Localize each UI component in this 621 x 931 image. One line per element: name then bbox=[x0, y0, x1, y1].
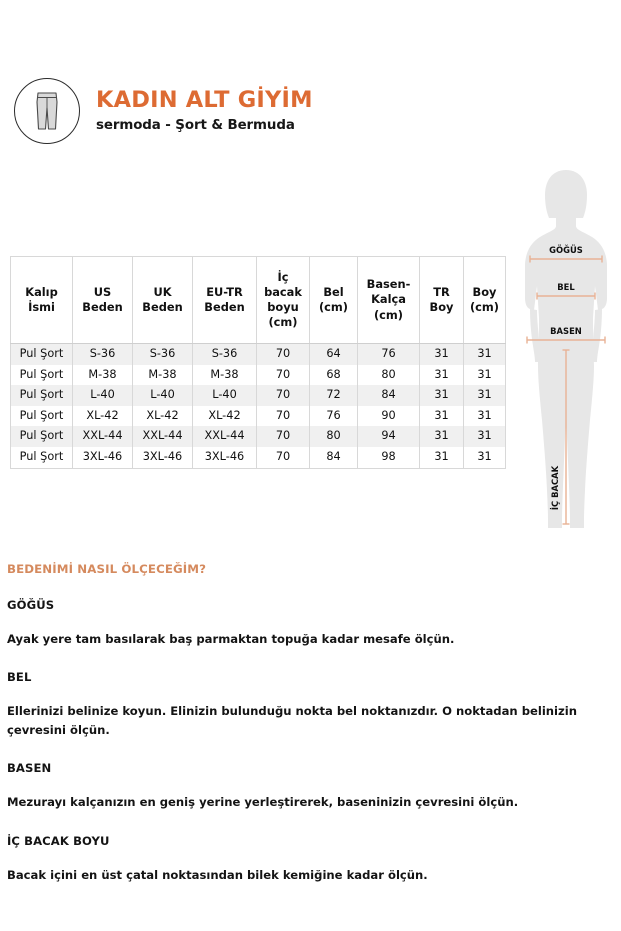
table-row bbox=[11, 344, 506, 365]
cell-4: 70 bbox=[257, 447, 310, 468]
table-header-row bbox=[11, 257, 506, 344]
page-subtitle: sermoda - Şort & Bermuda bbox=[96, 117, 295, 133]
chest-label: GÖĞÜS bbox=[549, 245, 583, 255]
cell-8: 31 bbox=[464, 447, 506, 468]
cell-4: 70 bbox=[257, 365, 310, 386]
body-measurement-figure bbox=[512, 168, 620, 536]
instruction-text: Ayak yere tam basılarak baş parmaktan topuğa kadar mesafe ölçün. bbox=[7, 632, 455, 646]
cell-5: 76 bbox=[310, 406, 358, 427]
cell-7: 31 bbox=[420, 365, 464, 386]
instruction-heading: BEL bbox=[7, 670, 32, 685]
cell-1: S-36 bbox=[73, 344, 133, 365]
instruction-block-0 bbox=[7, 598, 607, 649]
instructions-title: BEDENİMİ NASIL ÖLÇECEĞİM? bbox=[7, 562, 207, 576]
column-header-2: UK Beden bbox=[133, 257, 193, 344]
cell-0: Pul Şort bbox=[11, 426, 73, 447]
cell-6: 84 bbox=[358, 385, 420, 406]
cell-6: 80 bbox=[358, 365, 420, 386]
cell-3: XXL-44 bbox=[193, 426, 257, 447]
instruction-heading: BASEN bbox=[7, 761, 52, 776]
table-row bbox=[11, 385, 506, 406]
cell-4: 70 bbox=[257, 385, 310, 406]
header-text-group bbox=[96, 89, 313, 133]
cell-5: 84 bbox=[310, 447, 358, 468]
cell-1: XL-42 bbox=[73, 406, 133, 427]
cell-1: XXL-44 bbox=[73, 426, 133, 447]
table-row bbox=[11, 365, 506, 386]
cell-7: 31 bbox=[420, 447, 464, 468]
cell-0: Pul Şort bbox=[11, 385, 73, 406]
cell-0: Pul Şort bbox=[11, 365, 73, 386]
instruction-block-1 bbox=[7, 670, 607, 740]
page-title: KADIN ALT GİYİM bbox=[96, 87, 313, 114]
cell-4: 70 bbox=[257, 406, 310, 427]
column-header-0: Kalıp İsmi bbox=[11, 257, 73, 344]
table-row bbox=[11, 426, 506, 447]
column-header-4: İç bacak boyu (cm) bbox=[257, 257, 310, 344]
cell-3: S-36 bbox=[193, 344, 257, 365]
cell-7: 31 bbox=[420, 385, 464, 406]
cell-6: 90 bbox=[358, 406, 420, 427]
instruction-heading: GÖĞÜS bbox=[7, 598, 55, 612]
cell-8: 31 bbox=[464, 426, 506, 447]
cell-0: Pul Şort bbox=[11, 447, 73, 468]
instruction-block-2 bbox=[7, 761, 607, 812]
cell-0: Pul Şort bbox=[11, 406, 73, 427]
cell-2: 3XL-46 bbox=[133, 447, 193, 468]
cell-8: 31 bbox=[464, 406, 506, 427]
cell-1: L-40 bbox=[73, 385, 133, 406]
cell-2: S-36 bbox=[133, 344, 193, 365]
cell-3: M-38 bbox=[193, 365, 257, 386]
column-header-6: Basen- Kalça (cm) bbox=[358, 257, 420, 344]
measurement-arrows bbox=[527, 256, 605, 525]
table-body bbox=[11, 344, 506, 469]
cell-5: 68 bbox=[310, 365, 358, 386]
cell-4: 70 bbox=[257, 344, 310, 365]
cell-3: L-40 bbox=[193, 385, 257, 406]
cell-8: 31 bbox=[464, 344, 506, 365]
instruction-heading: İÇ BACAK BOYU bbox=[7, 833, 110, 848]
cell-7: 31 bbox=[420, 426, 464, 447]
cell-6: 98 bbox=[358, 447, 420, 468]
cell-2: XL-42 bbox=[133, 406, 193, 427]
cell-0: Pul Şort bbox=[11, 344, 73, 365]
cell-2: XXL-44 bbox=[133, 426, 193, 447]
page-header bbox=[14, 78, 313, 144]
cell-6: 76 bbox=[358, 344, 420, 365]
cell-3: XL-42 bbox=[193, 406, 257, 427]
instruction-block-3 bbox=[7, 834, 607, 885]
cell-3: 3XL-46 bbox=[193, 447, 257, 468]
column-header-5: Bel (cm) bbox=[310, 257, 358, 344]
cell-8: 31 bbox=[464, 365, 506, 386]
cell-1: 3XL-46 bbox=[73, 447, 133, 468]
column-header-1: US Beden bbox=[73, 257, 133, 344]
table-row bbox=[11, 447, 506, 468]
cell-5: 80 bbox=[310, 426, 358, 447]
column-header-8: Boy (cm) bbox=[464, 257, 506, 344]
hip-label: BASEN bbox=[550, 326, 582, 336]
cell-8: 31 bbox=[464, 385, 506, 406]
instruction-text: Ellerinizi belinize koyun. Elinizin bulunduğu nokta bel noktanızdır. O noktadan belinizin çevresini ölçün. bbox=[7, 704, 578, 738]
cell-7: 31 bbox=[420, 344, 464, 365]
column-header-3: EU-TR Beden bbox=[193, 257, 257, 344]
cell-4: 70 bbox=[257, 426, 310, 447]
table-row bbox=[11, 406, 506, 427]
cell-5: 72 bbox=[310, 385, 358, 406]
cell-2: M-38 bbox=[133, 365, 193, 386]
instruction-text: Bacak içini en üst çatal noktasından bilek kemiğine kadar ölçün. bbox=[7, 867, 428, 882]
instruction-text: Mezurayı kalçanızın en geniş yerine yerleştirerek, baseninizin çevresini ölçün. bbox=[7, 795, 519, 810]
trousers-icon bbox=[14, 78, 80, 144]
cell-2: L-40 bbox=[133, 385, 193, 406]
measuring-instructions bbox=[7, 562, 607, 885]
size-chart-table bbox=[10, 256, 506, 469]
inseam-label: İÇ BACAK bbox=[550, 465, 560, 511]
cell-6: 94 bbox=[358, 426, 420, 447]
cell-5: 64 bbox=[310, 344, 358, 365]
cell-1: M-38 bbox=[73, 365, 133, 386]
waist-label: BEL bbox=[557, 282, 575, 292]
column-header-7: TR Boy bbox=[420, 257, 464, 344]
cell-7: 31 bbox=[420, 406, 464, 427]
